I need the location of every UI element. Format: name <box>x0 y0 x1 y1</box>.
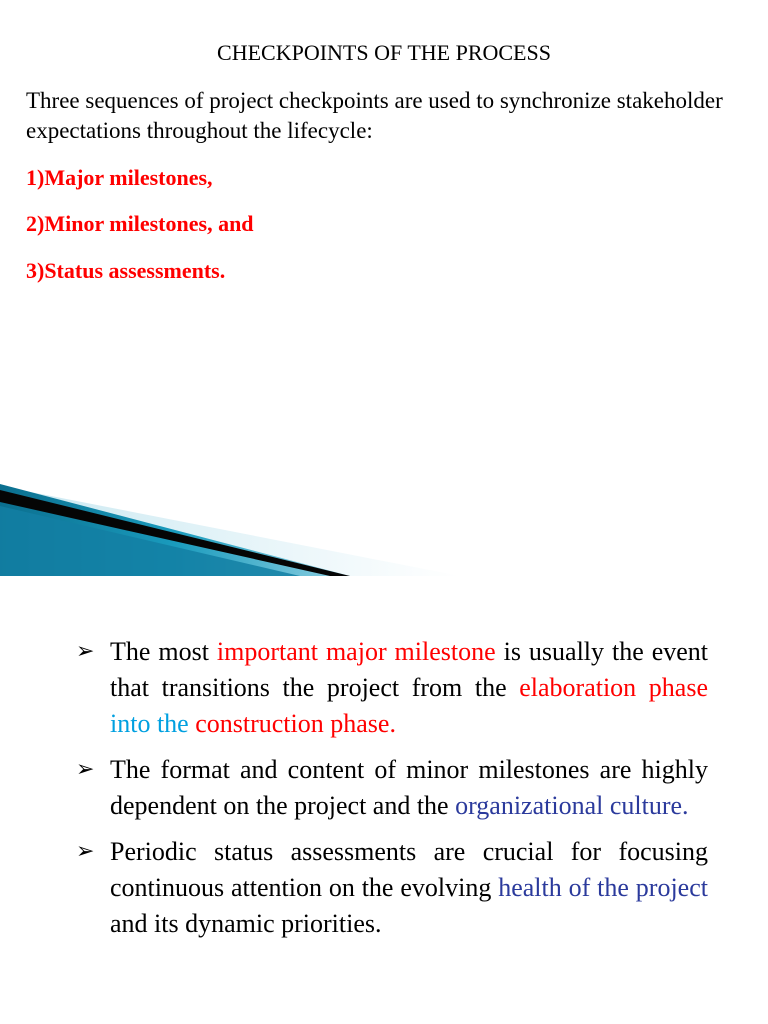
highlight-text: construction phase. <box>195 709 396 738</box>
highlight-text: organizational culture. <box>455 791 689 820</box>
bullet-text: is usually the event that transitions the project from the <box>110 637 708 702</box>
arrow-bullet-icon: ➢ <box>76 757 95 782</box>
page-title: CHECKPOINTS OF THE PROCESS <box>217 40 551 65</box>
bullet-item <box>76 834 708 942</box>
bullet-text: Periodic status assessments are crucial for focusing continuous attention on the evolving <box>110 837 708 902</box>
highlight-text: health of the project <box>498 873 708 902</box>
bullet-text: The format and content of minor milestones are highly dependent on the project and the <box>110 755 708 820</box>
arrow-bullet-icon: ➢ <box>76 639 95 664</box>
highlight-text: into the <box>110 709 196 738</box>
list-item-status-assessments: 3)Status assessments. <box>26 258 226 283</box>
list-item-major-milestones: 1)Major milestones, <box>26 165 213 190</box>
list-item-minor-milestones: 2)Minor milestones, and <box>26 211 254 236</box>
slide-divider-graphic <box>0 480 460 580</box>
intro-text: Three sequences of project checkpoints are used to synchronize stakeholder expectations throughout the lifecycle: <box>26 88 723 143</box>
bullet-list <box>76 634 708 942</box>
highlight-text: elaboration phase <box>519 673 708 702</box>
highlight-text: important major milestone <box>216 637 496 666</box>
bullet-text: The most <box>110 637 217 666</box>
arrow-bullet-icon: ➢ <box>76 839 95 864</box>
bullet-item <box>76 634 708 742</box>
bullet-text: and its dynamic priorities. <box>110 909 382 938</box>
bullet-item <box>76 752 708 824</box>
